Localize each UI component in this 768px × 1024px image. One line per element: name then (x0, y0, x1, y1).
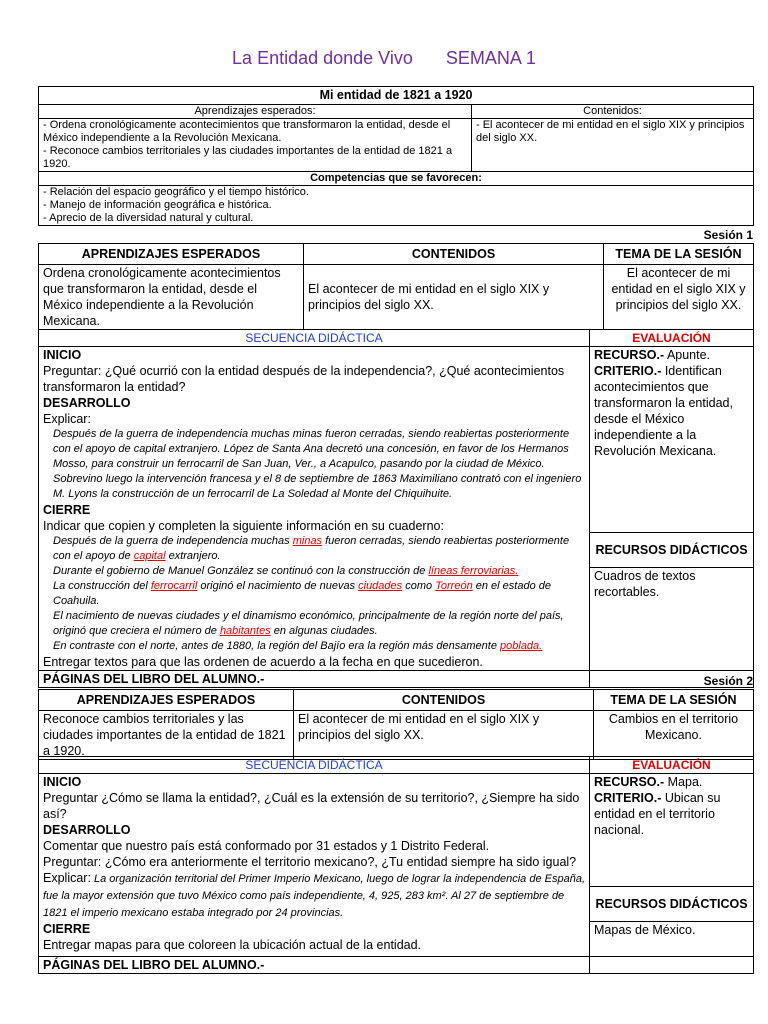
recurso-label: RECURSO.- (594, 775, 665, 789)
text-fragment: Durante el gobierno de Manuel González se continuó con la construcción de (53, 565, 429, 577)
desarrollo-line-3 (43, 870, 585, 921)
recursos-didacticos-label: RECURSOS DIDÁCTICOS (590, 533, 754, 568)
recursos-didacticos-value: Cuadros de textos recortables. (590, 568, 754, 671)
overview-title: Mi entidad de 1821 a 1920 (39, 87, 754, 105)
contenido-cell: El acontecer de mi entidad en el siglo XIX y principios del siglo XX. (304, 265, 604, 330)
competencia-item: - Aprecio de la diversidad natural y cultural. (43, 212, 254, 224)
evaluacion-label: EVALUACIÓN (590, 330, 754, 347)
cierre-end: Entregar textos para que las ordenen de acuerdo a la fecha en que sucedieron. (43, 655, 483, 669)
aprendizaje-cell: Ordena cronológicamente acontecimientos que transformaron la entidad, desde el México independiente a la Revolución Mexicana. (39, 265, 304, 330)
inicio-label: INICIO (43, 775, 82, 789)
recurso-value: Apunte. (664, 348, 711, 362)
answer-word: capital (133, 550, 166, 562)
col-contenidos: CONTENIDOS (294, 690, 594, 711)
desarrollo-text: Después de la guerra de independencia muchas minas fueron cerradas, siendo reabiertas posteriormente con el apoyo de capital extranjero. López de Santa Ana decretó una concesión, en favor de los Hermanos Mosso, para construir un ferrocarril de San Juan, Ver., a Acapulco, pasando por la ciudad de México. Sobrevino luego la intervención francesa y el 8 de septiembre de 1863 Maximiliano contrató con el ingeniero M. Lyons la construcción de un ferrocarril de La Soledad al Monte del Chiquihuite. (53, 428, 582, 500)
text-fragment: Después de la guerra de independencia muchas (53, 535, 293, 547)
evaluacion-label: EVALUACIÓN (590, 757, 754, 774)
answer-word: ciudades (358, 580, 403, 592)
text-fragment: fueron cerradas, siendo reabiertas posteriormente con el apoyo de (53, 535, 570, 562)
text-fragment: en el estado de Coahuila. (53, 580, 551, 607)
desarrollo-line-1: Comentar que nuestro país está conformado por 31 estados y 1 Distrito Federal. (43, 839, 490, 853)
session-2-table (38, 689, 754, 760)
inicio-text: Preguntar ¿Cómo se llama la entidad?, ¿Cuál es la extensión de su territorio?, ¿Siempre ha sido así? (43, 791, 580, 821)
answer-word: ferrocarril (150, 580, 198, 592)
col-tema: TEMA DE LA SESIÓN (604, 244, 754, 265)
cierre-label: CIERRE (43, 922, 91, 936)
answer-word: líneas ferroviarias. (428, 565, 519, 577)
recurso-label: RECURSO.- (594, 348, 665, 362)
session-2-sequence-table (38, 756, 754, 974)
explicar-label: Explicar: (43, 871, 91, 885)
title-text: La Entidad donde Vivo (232, 48, 413, 68)
cierre-line-3 (43, 579, 585, 609)
col-tema: TEMA DE LA SESIÓN (594, 690, 754, 711)
recursos-didacticos-label: RECURSOS DIDÁCTICOS (590, 887, 754, 922)
aprendizaje-item: - Reconoce cambios territoriales y las ciudades importantes de la entidad de 1821 a 1920. (43, 145, 453, 170)
evaluacion-cell (590, 347, 754, 533)
tema-cell: Cambios en el territorio Mexicano. (594, 711, 754, 760)
contenidos-cell: - El acontecer de mi entidad en el siglo XIX y principios del siglo XX. (472, 119, 754, 172)
competencias-cell (39, 186, 754, 226)
evaluacion-cell (590, 774, 754, 887)
text-fragment: En contraste con el norte, antes de 1880, la región del Bajío era la región más densamente (53, 640, 501, 652)
explicar-text: La organización territorial del Primer Imperio Mexicano, luego de lograr la independencia de España, fue la mayor extensión que tuvo México como país independiente, 4, 925, 283 km². Al 27 de septiembre de 1821 el imperio mexicano estaba integrado por 24 provincias. (43, 873, 585, 919)
paginas-value (590, 957, 754, 974)
text-fragment: originó el nacimiento de nuevas (197, 580, 359, 592)
page-title (0, 48, 768, 69)
col-contenidos: CONTENIDOS (304, 244, 604, 265)
aprendizajes-label: Aprendizajes esperados: (39, 105, 472, 119)
session-1-label: Sesión 1 (703, 228, 753, 242)
answer-word: poblada. (500, 640, 543, 652)
paginas-label: PÁGINAS DEL LIBRO DEL ALUMNO.- (39, 671, 590, 688)
secuencia-label: SECUENCIA DIDÁCTICA (39, 330, 590, 347)
aprendizaje-cell: Reconoce cambios territoriales y las ciudades importantes de la entidad de 1821 a 1920. (39, 711, 294, 760)
recursos-didacticos-value: Mapas de México. (590, 922, 754, 957)
desarrollo-label: DESARROLLO (43, 823, 131, 837)
cierre-line-1 (43, 534, 585, 564)
inicio-text: Preguntar: ¿Qué ocurrió con la entidad después de la independencia?, ¿Qué acontecimientos transformaron la entidad? (43, 364, 565, 394)
aprendizajes-cell (39, 119, 472, 172)
text-fragment: en algunas ciudades. (270, 625, 378, 637)
desarrollo-line-2: Preguntar: ¿Cómo era anteriormente el territorio mexicano?, ¿Tu entidad siempre ha sido igual? (43, 855, 577, 869)
aprendizaje-item: - Ordena cronológicamente acontecimientos que transformaron la entidad, desde el México independiente a la Revolución Mexicana. (43, 119, 451, 144)
competencia-item: - Manejo de información geográfica e histórica. (43, 199, 272, 211)
session-2-label: Sesión 2 (703, 674, 753, 688)
col-aprendizajes: APRENDIZAJES ESPERADOS (39, 690, 294, 711)
contenidos-label: Contenidos: (472, 105, 754, 119)
week-text: SEMANA 1 (445, 48, 536, 68)
criterio-value: Identifican acontecimientos que transformaron la entidad, desde el México independiente a la Revolución Mexicana. (594, 364, 733, 458)
text-fragment: La construcción del (53, 580, 151, 592)
recurso-value: Mapa. (664, 775, 703, 789)
secuencia-cell (39, 774, 590, 957)
explicar-label: Explicar: (43, 412, 91, 426)
col-aprendizajes: APRENDIZAJES ESPERADOS (39, 244, 304, 265)
cierre-line-4 (43, 609, 585, 639)
paginas-label: PÁGINAS DEL LIBRO DEL ALUMNO.- (39, 957, 590, 974)
text-fragment: El nacimiento de nuevas ciudades y el dinamismo económico, principalmente de la región norte del país, originó que creciera el número de (53, 610, 564, 637)
competencias-label: Competencias que se favorecen: (39, 172, 754, 186)
secuencia-label: SECUENCIA DIDÁCTICA (39, 757, 590, 774)
overview-table (38, 86, 754, 226)
session-1-table (38, 243, 754, 330)
text-fragment: como (402, 580, 436, 592)
cierre-label: CIERRE (43, 503, 91, 517)
text-fragment: extranjero. (165, 550, 221, 562)
cierre-line-5 (43, 639, 585, 654)
answer-word: minas (292, 535, 323, 547)
cierre-line-2 (43, 564, 585, 579)
secuencia-cell (39, 347, 590, 671)
criterio-value: Ubican su entidad en el territorio nacional. (594, 791, 721, 837)
session-1-sequence-table (38, 329, 754, 688)
criterio-label: CRITERIO.- (594, 791, 662, 805)
criterio-label: CRITERIO.- (594, 364, 662, 378)
inicio-label: INICIO (43, 348, 82, 362)
competencia-item: - Relación del espacio geográfico y el tiempo histórico. (43, 186, 309, 198)
answer-word: habitantes (219, 625, 271, 637)
contenido-cell: El acontecer de mi entidad en el siglo XIX y principios del siglo XX. (294, 711, 594, 760)
answer-word: Torreón (435, 580, 473, 592)
desarrollo-label: DESARROLLO (43, 396, 131, 410)
tema-cell: El acontecer de mi entidad en el siglo XIX y principios del siglo XX. (604, 265, 754, 330)
cierre-intro: Indicar que copien y completen la siguiente información en su cuaderno: (43, 519, 444, 533)
cierre-text: Entregar mapas para que coloreen la ubicación actual de la entidad. (43, 938, 422, 952)
